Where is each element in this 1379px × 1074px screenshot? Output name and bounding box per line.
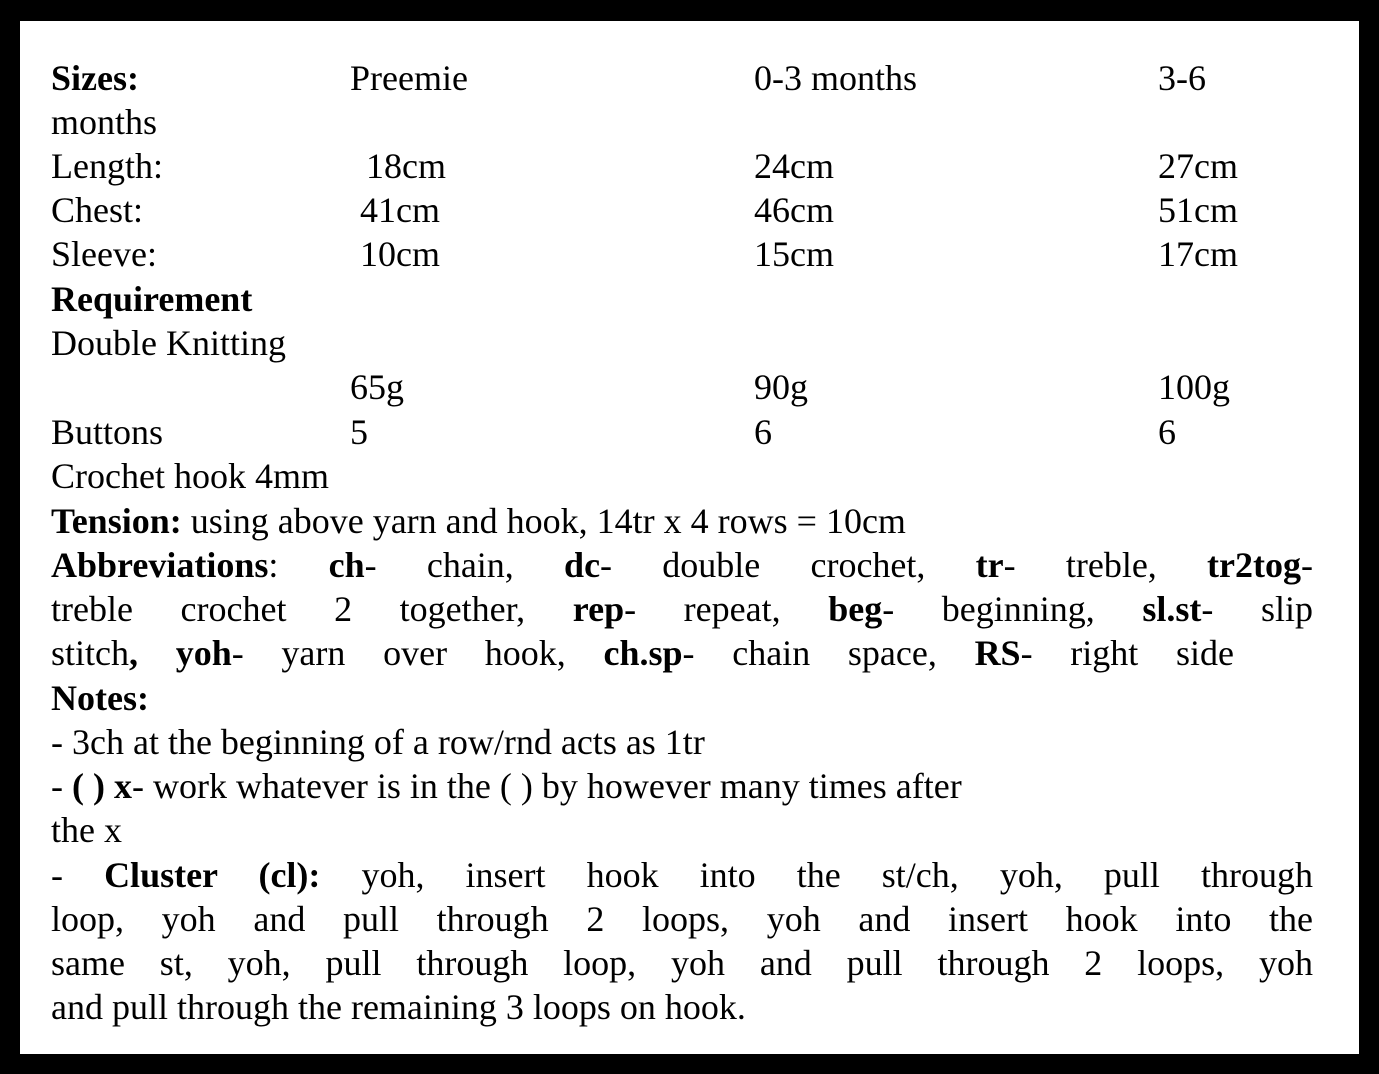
sleeve-3-6: 17cm <box>1158 234 1238 274</box>
chest-label: Chest: <box>51 190 144 230</box>
abbr-def: - repeat, <box>624 589 829 629</box>
abbreviations-line-1: Abbreviations: ch- chain, dc- double crochet, tr- treble, tr2tog- <box>51 545 1313 585</box>
abbr-def: treble crochet 2 together, <box>51 589 573 629</box>
note-2 <box>51 764 962 808</box>
yarn-preemie: 65g <box>350 367 404 407</box>
abbr-term: tr2tog <box>1207 545 1301 585</box>
length-preemie: 18cm <box>366 146 446 186</box>
size-3-6: 3-6 <box>1158 58 1206 98</box>
abbr-def: - treble, <box>1003 545 1208 585</box>
abbreviations-label: Abbreviations <box>51 545 269 585</box>
chest-preemie: 41cm <box>360 190 440 230</box>
note-2-bold: ( ) x <box>72 766 132 806</box>
abbr-def: - yarn over hook, <box>231 633 604 673</box>
buttons-preemie: 5 <box>350 412 368 452</box>
abbr-term: sl.st <box>1142 589 1202 629</box>
note-1: - 3ch at the beginning of a row/rnd acts as 1tr <box>51 722 705 762</box>
abbreviations-line-2 <box>51 587 1313 631</box>
abbr-term: dc <box>564 545 601 585</box>
note-2-wrap: the x <box>51 810 122 850</box>
abbr-def: - chain space, <box>682 633 975 673</box>
note-2-prefix: - <box>51 766 72 806</box>
abbr-term: tr <box>975 545 1004 585</box>
tension-label: Tension: <box>51 501 182 541</box>
tension-line <box>51 499 906 543</box>
abbr-def: stitch <box>51 633 129 673</box>
length-0-3: 24cm <box>754 146 834 186</box>
note-3-line-3: same st, yoh, pull through loop, yoh and pull through 2 loops, yoh <box>51 943 1313 983</box>
size-0-3-months: 0-3 months <box>754 58 918 98</box>
abbr-term: beg <box>828 589 883 629</box>
abbr-def: - slip <box>1201 589 1313 629</box>
size-months-wrap: months <box>51 102 158 142</box>
sleeve-label: Sleeve: <box>51 234 157 274</box>
requirement-heading: Requirement <box>51 279 253 319</box>
abbr-def: - double crochet, <box>600 545 976 585</box>
buttons-3-6: 6 <box>1158 412 1176 452</box>
note-3-bold: Cluster (cl): <box>104 855 321 895</box>
note-3-line-2: loop, yoh and pull through 2 loops, yoh and insert hook into the <box>51 899 1313 939</box>
chest-0-3: 46cm <box>754 190 834 230</box>
notes-heading: Notes: <box>51 678 149 718</box>
abbr-term: rep <box>572 589 625 629</box>
hook-requirement: Crochet hook 4mm <box>51 456 329 496</box>
note-3-prefix: - <box>51 855 105 895</box>
sleeve-preemie: 10cm <box>360 234 440 274</box>
sizes-label: Sizes: <box>51 58 139 98</box>
buttons-0-3: 6 <box>754 412 772 452</box>
tension-text: using above yarn and hook, 14tr x 4 rows = 10cm <box>181 501 906 541</box>
abbr-def: - beginning, <box>882 589 1143 629</box>
abbr-term: , yoh <box>129 633 232 673</box>
abbreviations-line-3 <box>51 631 1234 675</box>
note-3-line-1 <box>51 853 1313 897</box>
note-2-text: - work whatever is in the ( ) by however many times after <box>131 766 962 806</box>
pattern-page <box>20 21 1359 1054</box>
abbr-term: RS <box>974 633 1021 673</box>
abbr-def: - right side <box>1020 633 1234 673</box>
length-label: Length: <box>51 146 163 186</box>
yarn-0-3: 90g <box>754 367 808 407</box>
size-preemie: Preemie <box>350 58 468 98</box>
abbr-def: - chain, <box>364 545 565 585</box>
chest-3-6: 51cm <box>1158 190 1238 230</box>
abbr-term: ch.sp <box>603 633 683 673</box>
sleeve-0-3: 15cm <box>754 234 834 274</box>
abbr-def: - <box>1301 545 1313 585</box>
note-3-line-4: and pull through the remaining 3 loops on hook. <box>51 987 746 1027</box>
length-3-6: 27cm <box>1158 146 1238 186</box>
yarn-3-6: 100g <box>1158 367 1230 407</box>
note-3-text: yoh, insert hook into the st/ch, yoh, pull through <box>320 855 1313 895</box>
buttons-label: Buttons <box>51 412 164 452</box>
yarn-label: Double Knitting <box>51 323 286 363</box>
abbr-term: ch <box>328 545 365 585</box>
